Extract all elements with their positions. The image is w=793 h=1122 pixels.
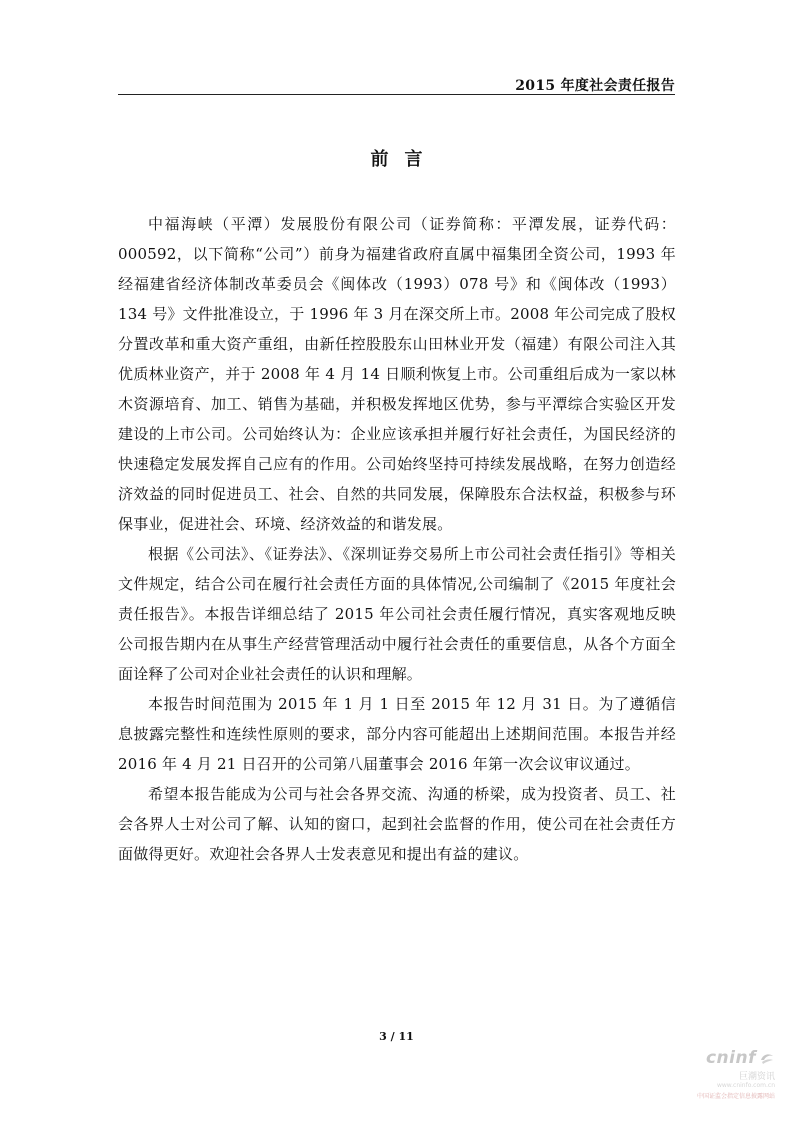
- watermark-url: www.cninfo.com.cn: [716, 1082, 775, 1089]
- page-number: 3 / 11: [379, 1030, 414, 1043]
- cninfo-watermark: [665, 1048, 775, 1108]
- paragraph-report-period: 本报告时间范围为 2015 年 1 月 1 日至 2015 年 12 月 31 日。为了遵循信息披露完整性和连续性原则的要求，部分内容可能超出上述期间范围。本报告并经 2016 年 4 月 21 日召开的公司第八届董事会 2016 年第一次会议审议通过。: [118, 695, 676, 773]
- document-body: [118, 209, 676, 869]
- watermark-cn-name: 巨潮资讯: [738, 1072, 775, 1082]
- page-title: 前言: [370, 149, 439, 170]
- paragraph-closing: 希望本报告能成为公司与社会各界交流、沟通的桥梁，成为投资者、员工、社会各界人士对公司了解、认知的窗口，起到社会监督的作用，使公司在社会责任方面做得更好。欢迎社会各界人士发表意见和提出有益的建议。: [118, 785, 676, 863]
- page-header: [118, 74, 675, 95]
- report-title-header: 2015 年度社会责任报告: [515, 78, 675, 94]
- watermark-logo-text: cninf: [705, 1048, 756, 1068]
- paragraph-report-basis: 根据《公司法》、《证券法》、《深圳证券交易所上市公司社会责任指引》等相关文件规定，结合公司在履行社会责任方面的具体情况,公司编制了《2015 年度社会责任报告》。本报告详细总结了 2015 年公司社会责任履行情况，真实客观地反映公司报告期内在从事生产经营管理活动中履行社会责任的重要信息，从各个方面全面诠释了公司对企业社会责任的认识和理解。: [118, 545, 676, 683]
- cninfo-logo-icon: [759, 1051, 775, 1065]
- paragraph-company-intro: 中福海峡（平潭）发展股份有限公司（证券简称：平潭发展，证券代码：000592，以下简称“公司”）前身为福建省政府直属中福集团全资公司，1993 年经福建省经济体制改革委员会《闽体改（1993）078 号》和《闽体改（1993）134 号》文件批准设立，于 1996 年 3 月在深交所上市。2008 年公司完成了股权分置改革和重大资产重组，由新任控股股东山田林业开发（福建）有限公司注入其优质林业资产，并于 2008 年 4 月 14 日顺利恢复上市。公司重组后成为一家以林木资源培育、加工、销售为基础，并积极发挥地区优势，参与平潭综合实验区开发建设的上市公司。公司始终认为：企业应该承担并履行好社会责任，为国民经济的快速稳定发展发挥自己应有的作用。公司始终坚持可持续发展战略，在努力创造经济效益的同时促进员工、社会、自然的共同发展，保障股东合法权益，积极参与环保事业，促进社会、环境、经济效益的和谐发展。: [118, 215, 676, 533]
- watermark-org: 中国证监会指定信息披露网站: [696, 1093, 775, 1100]
- watermark-logo: [706, 1048, 775, 1068]
